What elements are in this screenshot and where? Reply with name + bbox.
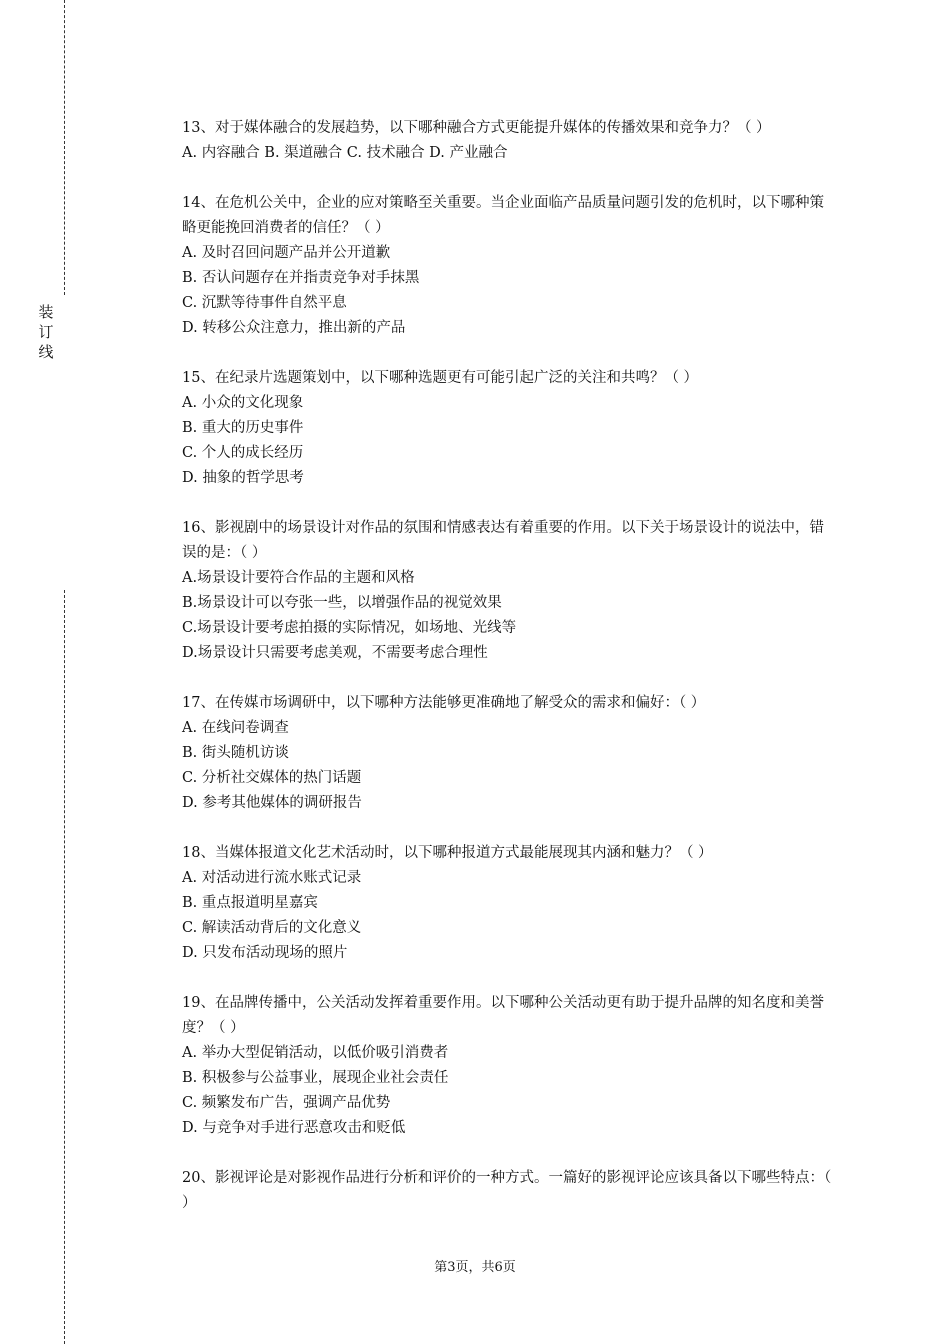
question-list [182,116,838,1241]
question-17 [182,691,838,816]
page-number: 第3页，共6页 [434,1260,516,1275]
option-b: B. 重大的历史事件 [182,420,304,436]
option-c: C. 个人的成长经历 [182,445,304,461]
question-18 [182,841,838,966]
question-stem: 13、对于媒体融合的发展趋势，以下哪种融合方式更能提升媒体的传播效果和竞争力？（ ） [182,120,771,136]
option-a: A. 小众的文化现象 [182,395,304,411]
question-options: A. 内容融合 B. 渠道融合 C. 技术融合 D. 产业融合 [182,145,508,161]
option-d: D. 与竞争对手进行恶意攻击和贬低 [182,1120,406,1136]
binding-label-char: 线 [38,343,54,361]
option-b: B.场景设计可以夸张一些，以增强作品的视觉效果 [182,595,502,611]
question-14 [182,191,838,341]
option-c: C. 频繁发布广告，强调产品优势 [182,1095,391,1111]
option-d: D. 只发布活动现场的照片 [182,945,348,961]
option-a: A. 在线问卷调查 [182,720,289,736]
binding-label-char: 订 [38,323,54,341]
question-stem: 19、在品牌传播中，公关活动发挥着重要作用。以下哪种公关活动更有助于提升品牌的知名度和美誉度？（ ） [182,995,824,1036]
option-b: B. 街头随机访谈 [182,745,289,761]
binding-line-bottom [64,590,65,1344]
binding-label [36,302,56,362]
option-b: B. 重点报道明星嘉宾 [182,895,318,911]
question-stem: 15、在纪录片选题策划中，以下哪种选题更有可能引起广泛的关注和共鸣？（ ） [182,370,699,386]
question-stem: 16、影视剧中的场景设计对作品的氛围和情感表达有着重要的作用。以下关于场景设计的说法中，错误的是：（ ） [182,520,824,561]
binding-line-top [64,0,65,295]
option-a: A. 及时召回问题产品并公开道歉 [182,245,391,261]
option-d: D. 参考其他媒体的调研报告 [182,795,362,811]
option-d: D.场景设计只需要考虑美观，不需要考虑合理性 [182,645,488,661]
question-stem: 14、在危机公关中，企业的应对策略至关重要。当企业面临产品质量问题引发的危机时，以下哪种策略更能挽回消费者的信任？（ ） [182,195,824,236]
binding-label-char: 装 [38,303,54,321]
option-a: A.场景设计要符合作品的主题和风格 [182,570,415,586]
option-b: B. 积极参与公益事业，展现企业社会责任 [182,1070,449,1086]
option-c: C. 解读活动背后的文化意义 [182,920,362,936]
option-d: D. 抽象的哲学思考 [182,470,304,486]
question-stem: 17、在传媒市场调研中，以下哪种方法能够更准确地了解受众的需求和偏好：（ ） [182,695,706,711]
option-c: C. 分析社交媒体的热门话题 [182,770,362,786]
question-20 [182,1166,838,1216]
question-stem: 20、影视评论是对影视作品进行分析和评价的一种方式。一篇好的影视评论应该具备以下哪些特点：（ ） [182,1170,832,1211]
question-13 [182,116,838,166]
option-c: C. 沉默等待事件自然平息 [182,295,347,311]
question-16 [182,516,838,666]
option-a: A. 举办大型促销活动，以低价吸引消费者 [182,1045,449,1061]
question-15 [182,366,838,491]
question-stem: 18、当媒体报道文化艺术活动时，以下哪种报道方式最能展现其内涵和魅力？（ ） [182,845,713,861]
question-19 [182,991,838,1141]
option-a: A. 对活动进行流水账式记录 [182,870,362,886]
option-b: B. 否认问题存在并指责竞争对手抹黑 [182,270,420,286]
option-d: D. 转移公众注意力，推出新的产品 [182,320,406,336]
option-c: C.场景设计要考虑拍摄的实际情况，如场地、光线等 [182,620,517,636]
